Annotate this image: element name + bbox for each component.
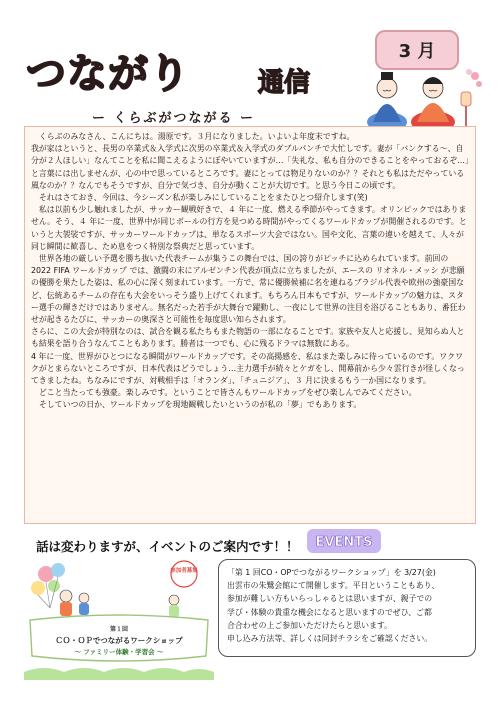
events-heading: 話は変わりますが、イベントのご案内です！！: [36, 539, 299, 554]
newsletter-tagline: ー くらぶがつながる ー: [92, 111, 256, 126]
main-article: [24, 126, 476, 524]
article-paragraph: それはさておき、今回は、今シーズン私が楽しみにしていることをまたひとつ紹介します(笑): [38, 193, 368, 203]
event-details-box: [218, 559, 476, 657]
event-line: 合合わせの上ご参加いただけたらと思います。: [227, 620, 393, 630]
events-logo: [306, 528, 382, 554]
newsletter-header: [0, 0, 500, 130]
workshop-number: 第１回: [109, 626, 129, 633]
recruit-badge: 参加者募集: [170, 568, 198, 574]
event-line: 「第 1 回CO・OPでつながるワークショップ」を 3/27(金): [227, 568, 436, 577]
article-paragraph: 4 年に一度、世界がひとつになる瞬間がワールドカップです。その高揚感を、私はまた楽しみに待っているのです。ワクワクがとまらないところですが、日本代表はどうでしょう…主力選手が続々とケガをし、開幕前から少々雲行きが怪しくなってきましたね。ちなみにですが、対戦相手は「オランダ」、「チュニジア」、３ 月に決まるもう一か国になります。: [31, 351, 465, 386]
article-paragraph: くらぶのみなさん、こんにちは。湯原です。３月になりました。いよいよ年度末ですね。: [38, 132, 355, 141]
workshop-name: ＣＯ・ＯＰでつながるワークショップ: [55, 636, 183, 645]
event-line: 学び・体験の貴重な機会になると思いますのでぜひ、ご都: [227, 607, 432, 617]
event-line: 申し込み方法等、詳しくは同封チラシをご確認ください。: [227, 634, 433, 644]
article-paragraph: 私は以前も少し触れましたが、サッカー観戦好きで、４ 年に一度、燃える季節がやってきます。オリンピックではありません。そう、４ 年に一度、世界中が同じボールの行方を見つめる時間がやってくるワールドカップが開催されるのです。というと大袈裟ですが、サッカーワールドカップは、単なるスポーツ大会ではない。国や文化、言葉の違いを越えて、人々が同じ瞬間に歓喜し、ため息をつく特別な祭典だと思っています。: [31, 205, 467, 251]
event-line: 参加が難しい方もいらっしゃるとは思いますが、親子での: [227, 594, 433, 604]
events-logo-text: EVENTS: [315, 535, 373, 550]
month-badge: 3 月: [375, 30, 459, 70]
article-paragraph: そしていつの日か、ワールドカップを現地観戦したいというのが私の「夢」でもあります。: [38, 400, 362, 410]
article-paragraph: 我が家はというと、長男の卒業式＆入学式に次男の卒業式＆入学式のダブルパンチで大忙しです。妻が「バンクする～、自分が２人ほしい」なんてことを私に聞こえるようにぼやいていますが…「失礼な、私も自分のできることをやっておるぞ…」と言葉には出しませんが、心の中で思っているところです。妻にとっては物足りないのか？？それとも私はただやっている風なのか？？なんでもそうですが、自分で気づき、自分が動くことが大切です。と思う今日この頃です。: [31, 144, 469, 190]
workshop-illustration: [24, 560, 214, 680]
article-paragraph: さらに、この大会が特別なのは、試合を観る私たちもまた物語の一部になることです。家族や友人と応援し、見知らぬ人とも結果を語り合うなんてこともあります。勝者は一つでも、心に残るドラマは無数にある。: [31, 327, 465, 349]
newsletter-title: つながり: [26, 51, 190, 97]
workshop-subtitle: ～ ファミリー体験・学習会 ～: [74, 648, 164, 656]
article-paragraph: 世界各地の厳しい予選を勝ち抜いた代表チームが集うこの舞台では、国の誇りがピッチに込められています。前回の 2022 FIFA ワールドカップ では、激闘の末にアルゼンチン代表が頂点に立ちましたが、エースの リオネル・メッシ が悲願の優勝を果たした姿は、私の心に深く刻まれています。一方で、常に優勝候補に名を連ねるブラジル代表や欧州の強豪国など、伝統あるチームの存在も大会をいっそう盛り上げてくれます。もちろん日本もですが、ワールドカップの魅力は、スター選手の輝きだけではありません。無名だった若手が大舞台で躍動し、一夜にして世界の注目を浴びることもあり、番狂わせが起きるたびに、サッカーの奥深さと可能性を毎度思い知らされます。: [31, 254, 466, 325]
hina-dolls-icon: [365, 62, 485, 134]
newsletter-title-suffix: 通信: [258, 68, 311, 98]
article-paragraph: どこと当たっても強豪。楽しみです。ということで皆さんもワールドカップをぜひ楽しんでみてください。: [38, 388, 417, 398]
event-line: 出雲市の朱鷺会館にて開催します。平日ということもあり、: [227, 581, 440, 591]
